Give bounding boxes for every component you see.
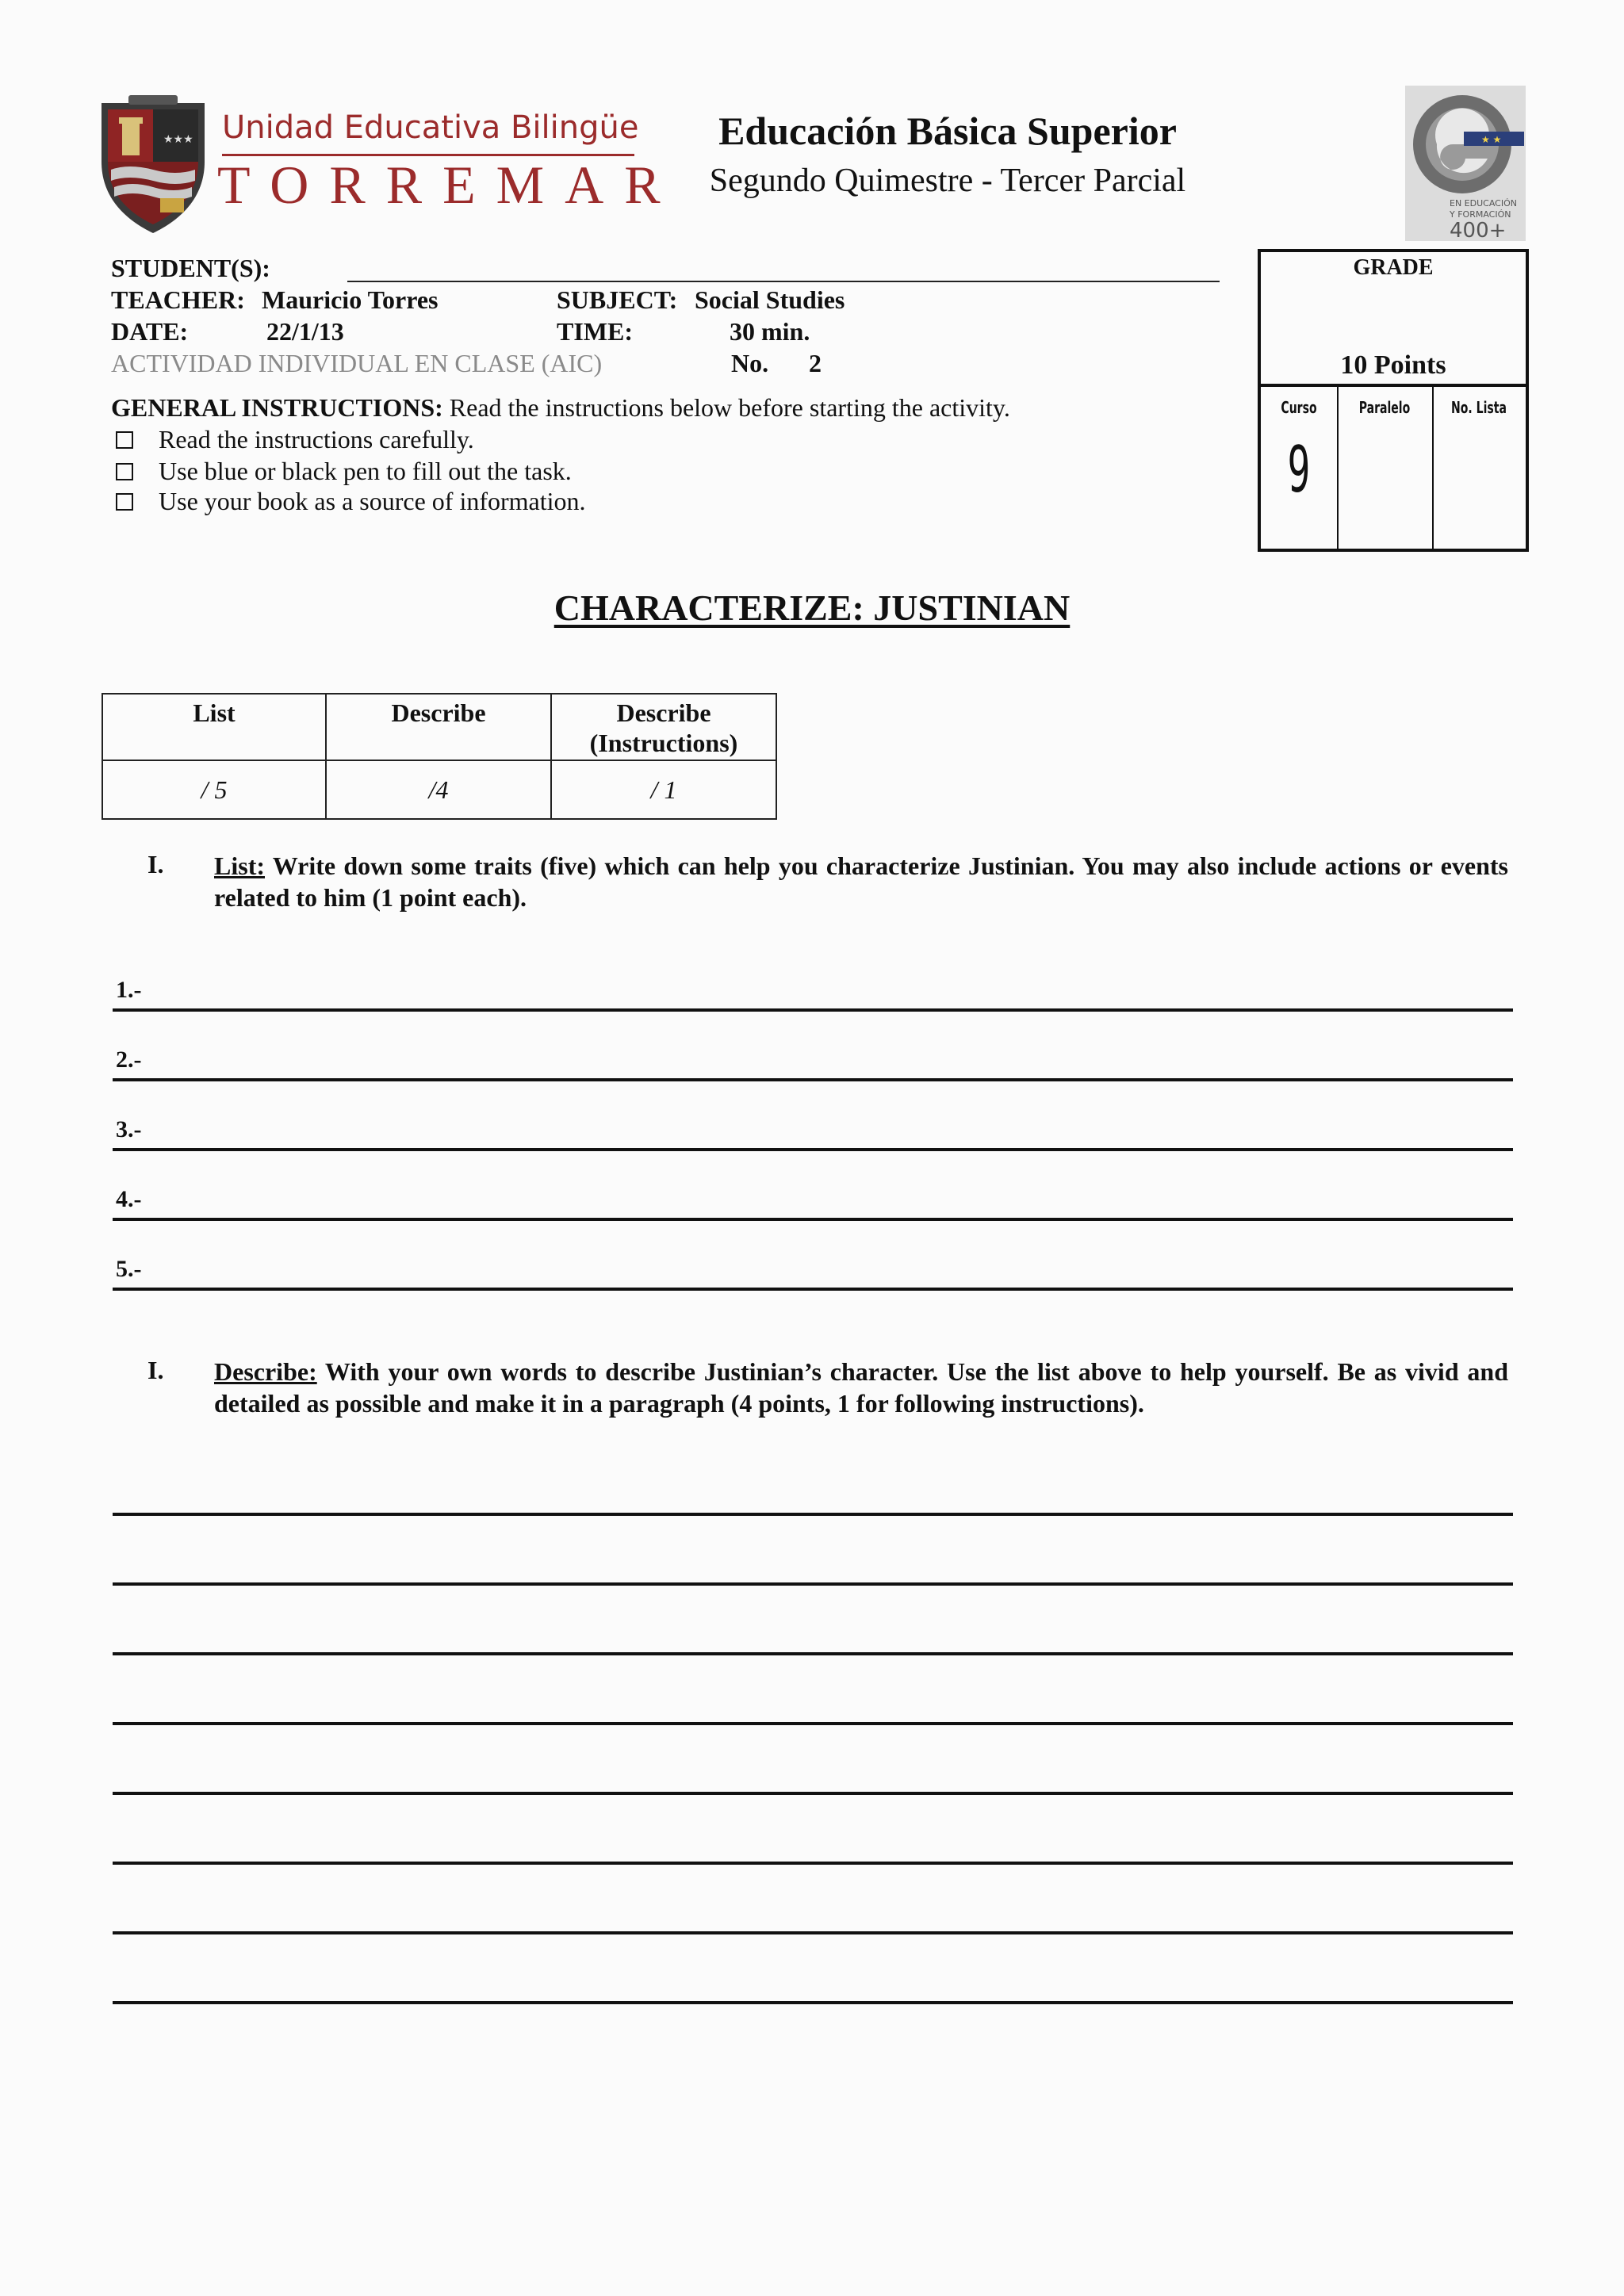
activity-heading: CHARACTERIZE: JUSTINIAN [553, 587, 1071, 628]
svg-text:★★★: ★★★ [163, 133, 193, 146]
curso-value: 9 [1287, 433, 1311, 507]
score-header-describe-instructions: Describe (Instructions) [551, 694, 776, 760]
paragraph-line[interactable] [113, 1792, 1513, 1795]
score-list[interactable]: / 5 [102, 760, 326, 819]
checkbox-icon[interactable] [116, 463, 133, 480]
section-2-number: I. [147, 1356, 164, 1384]
score-table [102, 693, 777, 820]
score-describe[interactable]: /4 [326, 760, 551, 819]
grade-column-divider [1432, 384, 1434, 552]
score-header-describe: Describe [326, 694, 551, 760]
grade-label: GRADE [1353, 255, 1434, 280]
grade-points: 10 Points [1340, 350, 1446, 380]
accreditation-logo [1405, 86, 1526, 241]
section-2-key: Describe: [214, 1357, 317, 1386]
instruction-text: Use your book as a source of information. [159, 487, 586, 515]
student-name-line[interactable] [347, 281, 1220, 282]
section-2-instructions [214, 1356, 1508, 1419]
section-1-text: Write down some traits (five) which can help you characterize Justinian. You may also include actions or events related to him (1 point each). [214, 851, 1508, 912]
instruction-text: Use blue or black pen to fill out the task. [159, 457, 572, 485]
time-label: TIME: [557, 317, 633, 346]
no-lista-label: No. Lista [1451, 398, 1507, 417]
subject-value: Social Studies [695, 285, 845, 314]
school-wordmark: TORREMAR [217, 155, 681, 215]
answer-line-2[interactable] [113, 1078, 1513, 1081]
svg-text:★ ★: ★ ★ [1481, 134, 1502, 145]
answer-label-4: 4.- [116, 1186, 142, 1212]
student-label: STUDENT(S): [111, 254, 270, 282]
answer-line-3[interactable] [113, 1148, 1513, 1151]
right-logo-line-2: Y FORMACIÓN [1450, 209, 1511, 220]
answer-label-3: 3.- [116, 1116, 142, 1142]
answer-line-1[interactable] [113, 1008, 1513, 1012]
general-instructions-label: GENERAL INSTRUCTIONS: [111, 393, 443, 422]
teacher-name: Mauricio Torres [262, 285, 439, 314]
time-value: 30 min. [730, 317, 810, 346]
page-subtitle: Segundo Quimestre - Tercer Parcial [709, 163, 1186, 199]
section-2-text: With your own words to describe Justinian’s character. Use the list above to help yourself. Be as vivid and detailed as possible and make it in a paragraph (4 points, 1 for following instructions). [214, 1357, 1508, 1418]
activity-type: ACTIVIDAD INDIVIDUAL EN CLASE (AIC) [111, 349, 603, 377]
teacher-label: TEACHER: [111, 285, 245, 314]
section-1-key: List: [214, 851, 265, 880]
page-title: Educación Básica Superior [718, 109, 1177, 153]
date-value: 22/1/13 [266, 317, 344, 346]
score-table-header-row [102, 694, 776, 760]
checkbox-icon[interactable] [116, 493, 133, 511]
paragraph-line[interactable] [113, 1862, 1513, 1865]
instruction-item [116, 425, 474, 454]
date-label: DATE: [111, 317, 189, 346]
paragraph-line[interactable] [113, 1652, 1513, 1655]
grade-column-divider [1337, 384, 1339, 552]
instruction-item [116, 457, 572, 486]
school-name: Unidad Educativa Bilingüe [222, 109, 639, 146]
section-1-number: I. [147, 850, 164, 878]
school-logo [97, 94, 681, 236]
paragraph-line[interactable] [113, 1722, 1513, 1725]
general-instructions-text: Read the instructions below before starting the activity. [442, 393, 1010, 422]
right-logo-line-1: EN EDUCACIÓN [1450, 198, 1517, 209]
grade-box [1258, 249, 1529, 552]
paragraph-line[interactable] [113, 1931, 1513, 1934]
checkbox-icon[interactable] [116, 431, 133, 449]
paragraph-line[interactable] [113, 1582, 1513, 1586]
general-instructions [111, 393, 1010, 423]
answer-label-5: 5.- [116, 1256, 142, 1282]
answer-label-2: 2.- [116, 1047, 142, 1073]
paragraph-line[interactable] [113, 2001, 1513, 2004]
answer-label-1: 1.- [116, 977, 142, 1003]
instruction-text: Read the instructions carefully. [159, 425, 474, 453]
grade-divider [1261, 384, 1526, 387]
answer-line-5[interactable] [113, 1288, 1513, 1291]
subject-label: SUBJECT: [557, 285, 678, 314]
score-instructions[interactable]: / 1 [551, 760, 776, 819]
right-logo-line-3: 400+ [1450, 219, 1507, 243]
paragraph-line[interactable] [113, 1513, 1513, 1516]
paralelo-label: Paralelo [1358, 398, 1411, 417]
number-label: No. [731, 349, 769, 377]
answer-line-4[interactable] [113, 1218, 1513, 1221]
instruction-item [116, 487, 586, 516]
section-1-instructions [214, 850, 1508, 913]
curso-label: Curso [1281, 398, 1317, 417]
number-value: 2 [809, 349, 822, 377]
score-header-list: List [102, 694, 326, 760]
score-table-values-row [102, 760, 776, 819]
